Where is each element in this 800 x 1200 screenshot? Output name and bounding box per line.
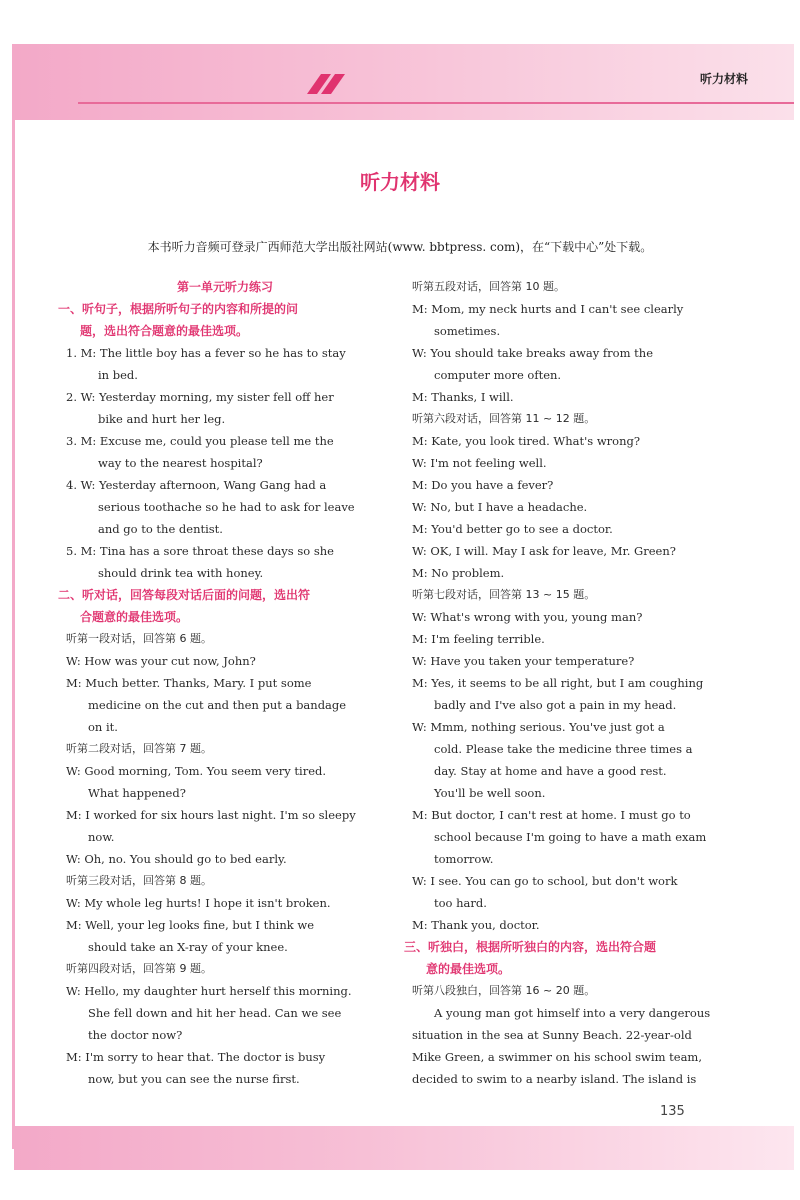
text-line: She fell down and hit her head. Can we see: [88, 1006, 342, 1020]
text-line: M: No problem.: [412, 566, 505, 580]
text-line: W: Hello, my daughter hurt herself this morning.: [66, 984, 352, 998]
text-line: M: But doctor, I can't rest at home. I must go to: [412, 808, 691, 822]
left-column: [58, 276, 384, 1090]
text-line: W: Have you taken your temperature?: [412, 654, 635, 668]
text-line: now, but you can see the nurse first.: [88, 1072, 300, 1086]
text-line: W: I'm not feeling well.: [412, 456, 547, 470]
text-line: M: Kate, you look tired. What's wrong?: [412, 434, 641, 448]
text-line: too hard.: [434, 896, 487, 910]
header-label: 听力材料: [699, 72, 748, 86]
text-line: 二、听对话，回答每段对话后面的问题，选出符: [58, 588, 311, 602]
text-line: 听第三段对话，回答第 8 题。: [66, 874, 212, 887]
text-line: 听第五段对话，回答第 10 题。: [412, 280, 565, 293]
text-line: M: Mom, my neck hurts and I can't see clearly: [412, 302, 684, 316]
text-line: 听第七段对话，回答第 13 ~ 15 题。: [412, 588, 596, 601]
text-line: W: My whole leg hurts! I hope it isn't broken.: [66, 896, 331, 910]
header-band: [14, 44, 794, 120]
text-line: should take an X-ray of your knee.: [88, 940, 288, 954]
text-line: M: You'd better go to see a doctor.: [412, 522, 613, 536]
text-line: day. Stay at home and have a good rest.: [434, 764, 667, 778]
text-line: badly and I've also got a pain in my head.: [434, 698, 677, 712]
text-line: 4. W: Yesterday afternoon, Wang Gang had a: [66, 478, 327, 492]
text-line: You'll be well soon.: [434, 786, 546, 800]
text-line: W: Oh, no. You should go to bed early.: [66, 852, 287, 866]
header-rule: [78, 102, 794, 104]
text-line: W: Mmm, nothing serious. You've just got a: [412, 720, 665, 734]
text-line: W: No, but I have a headache.: [412, 500, 588, 514]
text-line: M: Well, your leg looks fine, but I think we: [66, 918, 315, 932]
text-line: 第一单元听力练习: [176, 280, 273, 294]
text-line: M: Much better. Thanks, Mary. I put some: [66, 676, 312, 690]
text-line: A young man got himself into a very dangerous: [434, 1006, 711, 1020]
text-line: 听第四段对话，回答第 9 题。: [66, 962, 212, 975]
text-line: M: Thank you, doctor.: [412, 918, 540, 932]
text-line: now.: [88, 830, 115, 844]
text-line: 听第六段对话，回答第 11 ~ 12 题。: [412, 412, 596, 425]
text-line: on it.: [88, 720, 118, 734]
text-line: the doctor now?: [88, 1028, 183, 1042]
text-line: 一、听句子，根据所听句子的内容和所提的问: [58, 302, 299, 316]
text-line: M: I'm sorry to hear that. The doctor is busy: [66, 1050, 326, 1064]
text-line: M: I worked for six hours last night. I'm so sleepy: [66, 808, 356, 822]
page-edge-bar: [12, 44, 15, 1149]
text-line: medicine on the cut and then put a bandage: [88, 698, 347, 712]
text-line: computer more often.: [434, 368, 562, 382]
text-line: 合题意的最佳选项。: [80, 610, 189, 624]
text-line: 听第二段对话，回答第 7 题。: [66, 742, 212, 755]
footer-band: [14, 1126, 794, 1170]
text-line: cold. Please take the medicine three times a: [434, 742, 693, 756]
intro-text: 本书听力音频可登录广西师范大学出版社网站(www. bbtpress. com)，在“下载中心”处下载。: [147, 240, 653, 254]
text-line: W: You should take breaks away from the: [412, 346, 653, 360]
text-line: decided to swim to a nearby island. The island is: [412, 1072, 697, 1086]
text-line: way to the nearest hospital?: [98, 456, 263, 470]
text-line: M: Thanks, I will.: [412, 390, 514, 404]
text-line: 听第八段独白，回答第 16 ~ 20 题。: [412, 984, 596, 997]
page-number: 135: [660, 1104, 685, 1119]
text-line: What happened?: [88, 786, 186, 800]
text-line: 1. M: The little boy has a fever so he has to stay: [66, 346, 346, 360]
text-line: tomorrow.: [434, 852, 494, 866]
text-line: situation in the sea at Sunny Beach. 22-year-old: [412, 1028, 692, 1042]
text-line: M: Yes, it seems to be all right, but I am coughing: [412, 676, 704, 690]
text-line: W: What's wrong with you, young man?: [412, 610, 643, 624]
text-line: M: I'm feeling terrible.: [412, 632, 545, 646]
text-line: W: Good morning, Tom. You seem very tired.: [66, 764, 327, 778]
right-column: [404, 276, 730, 1090]
text-line: should drink tea with honey.: [98, 566, 264, 580]
text-line: 5. M: Tina has a sore throat these days so she: [66, 544, 334, 558]
text-line: 听第一段对话，回答第 6 题。: [66, 632, 212, 645]
text-line: serious toothache so he had to ask for leave: [98, 500, 355, 514]
text-line: 2. W: Yesterday morning, my sister fell off her: [66, 390, 334, 404]
text-line: W: OK, I will. May I ask for leave, Mr. Green?: [412, 544, 676, 558]
text-line: 意的最佳选项。: [426, 962, 511, 976]
text-line: bike and hurt her leg.: [98, 412, 226, 426]
text-line: 3. M: Excuse me, could you please tell me the: [66, 434, 334, 448]
text-line: and go to the dentist.: [98, 522, 223, 536]
text-line: sometimes.: [434, 324, 501, 338]
text-line: 题，选出符合题意的最佳选项。: [80, 324, 249, 338]
text-line: school because I'm going to have a math exam: [434, 830, 707, 844]
text-line: M: Do you have a fever?: [412, 478, 554, 492]
text-line: W: I see. You can go to school, but don't work: [412, 874, 678, 888]
text-line: in bed.: [98, 368, 138, 382]
text-line: W: How was your cut now, John?: [66, 654, 256, 668]
page-title: 听力材料: [360, 170, 440, 194]
text-line: 三、听独白，根据所听独白的内容，选出符合题: [404, 940, 657, 954]
text-line: Mike Green, a swimmer on his school swim team,: [412, 1050, 702, 1064]
